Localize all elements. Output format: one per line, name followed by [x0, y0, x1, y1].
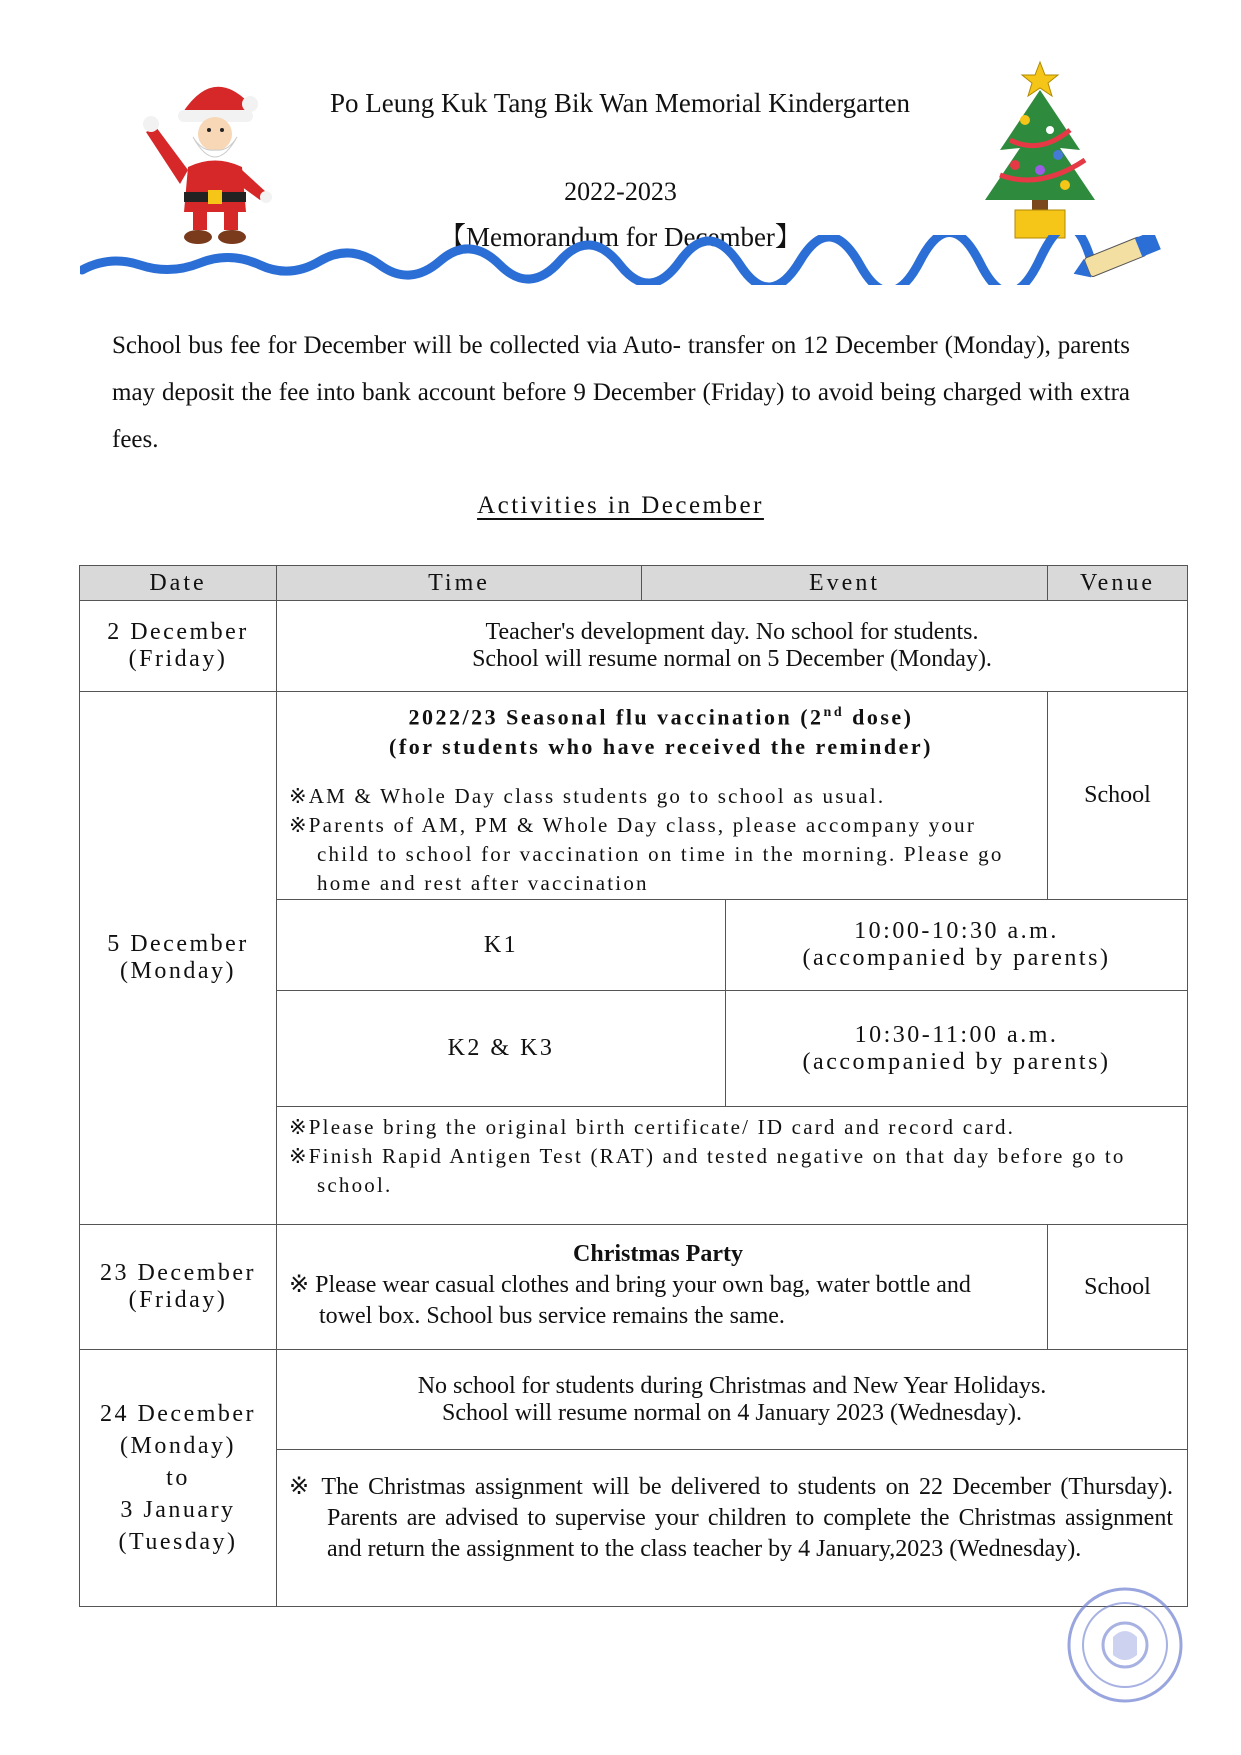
row3-date-line2: (Friday) — [128, 1287, 228, 1313]
row3-venue: School — [1047, 1224, 1188, 1350]
header-date: Date — [79, 565, 277, 601]
row4-line1: No school for students during Christmas and New Year Holidays. — [417, 1372, 1047, 1399]
vaccination-title — [289, 698, 1033, 732]
vaccination-subtitle: (for students who have received the reminder) — [389, 734, 933, 760]
k23-label: K2 & K3 — [276, 990, 726, 1107]
memo-title: 【Memorandum for December】 — [439, 222, 802, 252]
row2-venue: School — [1047, 691, 1188, 900]
k1-time-note: (accompanied by parents) — [802, 945, 1111, 971]
row1-date — [79, 600, 277, 692]
row4-date-line2: (Monday) — [120, 1433, 236, 1459]
k23-time-note: (accompanied by parents) — [802, 1048, 1111, 1075]
party-note: ※ Please wear casual clothes and bring your own bag, water bottle and towel box. School bus service remains the same. — [289, 1272, 971, 1329]
row4-assignment — [276, 1449, 1188, 1607]
k1-time — [725, 899, 1188, 991]
intro-paragraph: School bus fee for December will be collected via Auto- transfer on 12 December (Monday), parents may deposit the fee into bank account before 9 December (Friday) to avoid being charged with extra fees. — [112, 332, 1130, 453]
row3-date-line1: 23 December — [99, 1260, 257, 1286]
row2-date — [79, 691, 277, 1225]
k1-time-value: 10:00-10:30 a.m. — [854, 918, 1059, 944]
vaccination-note2: ※Parents of AM, PM & Whole Day class, please accompany your child to school for vaccination on time in the morning. Please go home and rest after vaccination — [289, 813, 1004, 896]
activities-title — [0, 492, 1241, 520]
row1-line2: School will resume normal on 5 December (Monday). — [472, 646, 992, 672]
school-seal-stamp — [1065, 1585, 1185, 1705]
school-name: Po Leung Kuk Tang Bik Wan Memorial Kindergarten — [329, 88, 911, 118]
party-title: Christmas Party — [573, 1241, 743, 1267]
blue-crayon-wave — [80, 235, 1170, 285]
row4-date-line1: 24 December — [99, 1401, 257, 1427]
vaccination-title-pre: 2022/23 Seasonal flu vaccination (2 — [408, 704, 824, 730]
row4-holiday — [276, 1349, 1188, 1450]
row3-date — [79, 1224, 277, 1350]
school-year: 2022-2023 — [564, 177, 677, 206]
row1-date-line2: (Friday) — [128, 646, 228, 672]
row4-date-line5: (Tuesday) — [118, 1529, 238, 1555]
vaccination-title-post: dose) — [844, 704, 914, 730]
bring-note2: ※Finish Rapid Antigen Test (RAT) and tested negative on that day before go to school. — [289, 1144, 1126, 1197]
christmas-tree-icon — [970, 60, 1110, 240]
row1-event — [276, 600, 1188, 692]
row4-line2: School will resume normal on 4 January 2023 (Wednesday). — [442, 1399, 1022, 1426]
santa-claus-icon — [138, 72, 288, 247]
bring-note1: ※Please bring the original birth certificate/ ID card and record card. — [289, 1115, 1016, 1139]
row2-bring-notes — [276, 1106, 1188, 1225]
k23-time-value: 10:30-11:00 a.m. — [854, 1021, 1059, 1048]
assignment-note: ※ The Christmas assignment will be delivered to students on 22 December (Thursday). Parents are advised to supervise your children to complete the Christmas assignment and return the assignment to the class teacher by 4 January,2023 (Wednesday). — [289, 1474, 1173, 1562]
row1-date-line1: 2 December — [107, 619, 249, 645]
header-time: Time — [276, 565, 642, 601]
vaccination-note1: ※AM & Whole Day class students go to school as usual. — [289, 784, 886, 809]
vaccination-title-sup: nd — [823, 705, 845, 720]
row2-date-line2: (Monday) — [120, 958, 236, 984]
row2-date-line1: 5 December — [107, 931, 249, 957]
header-event: Event — [641, 565, 1048, 601]
vaccination-notes — [289, 782, 1033, 898]
k1-label: K1 — [276, 899, 726, 991]
row4-date-line4: 3 January — [120, 1497, 236, 1523]
activities-title-text: Activities in December — [477, 492, 764, 519]
row1-line1: Teacher's development day. No school for students. — [485, 619, 979, 645]
row4-date-line3: to — [166, 1465, 190, 1491]
row3-event — [276, 1224, 1048, 1350]
header-venue: Venue — [1047, 565, 1188, 601]
row2-vaccination — [276, 691, 1048, 900]
row4-date — [79, 1349, 277, 1607]
k23-time — [725, 990, 1188, 1107]
